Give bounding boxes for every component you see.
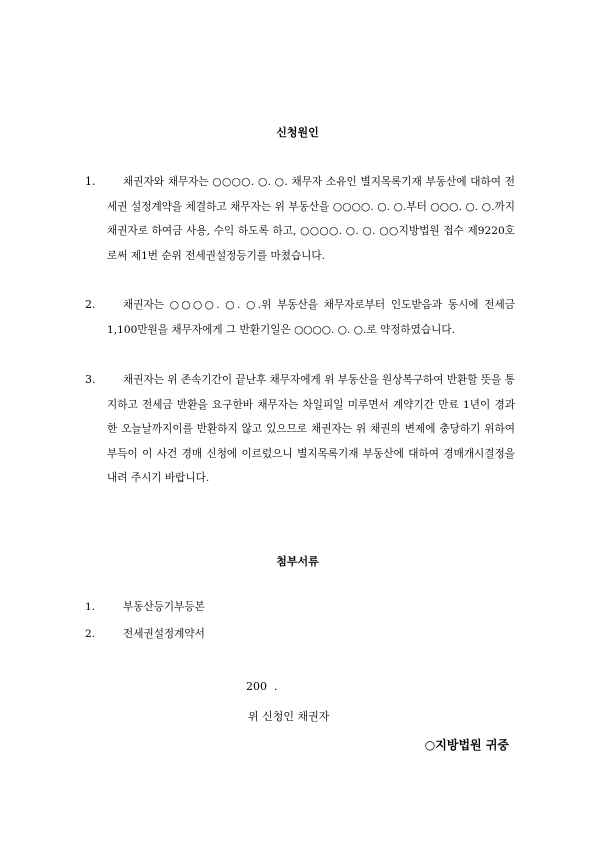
attachment-number: 2. — [85, 628, 96, 640]
attachments-title: 첨부서류 — [276, 555, 319, 568]
cause-text: 채권자는 ○○○○. ○. ○.위 부동산을 채무자로부터 인도받음과 동시에 전세금 1,100만원을 채무자에게 그 반환기일은 ○○○○. ○. ○.로 약정하였습니다. — [107, 299, 515, 336]
cause-item-2 — [85, 293, 515, 342]
cause-item-1 — [85, 170, 515, 268]
attachment-number: 1. — [85, 601, 96, 613]
attachment-text: 부동산등기부등본 — [123, 601, 205, 613]
cause-item-3 — [85, 368, 515, 491]
cause-number: 3. — [85, 373, 96, 386]
section-title: 신청원인 — [276, 126, 319, 139]
cause-number: 1. — [85, 175, 96, 188]
cause-text: 채권자와 채무자는 ○○○○. ○. ○. 채무자 소유인 별지목록기재 부동산에 대하여 전세권 설정계약을 체결하고 채무자는 위 부동산을 ○○○○. ○. ○.부터 ○○○. ○. ○.까지 채권자로 하여금 사용, 수익 하도록 하고, ○○○○. ○. ○. ○○지방법원 접수 제9220호로써 제1번 순위 전세권설정등기를 마쳤습니다. — [107, 176, 515, 262]
court-line: ○지방법원 귀중 — [424, 738, 509, 752]
cause-number: 2. — [85, 298, 96, 311]
date-line: 200 . — [246, 680, 278, 693]
attachment-text: 전세권설정계약서 — [123, 628, 205, 640]
attachment-item-2 — [85, 622, 205, 646]
attachment-item-1 — [85, 595, 205, 619]
cause-text: 채권자는 위 존속기간이 끝난후 채무자에게 위 부동산을 원상복구하여 반환할 뜻을 통지하고 전세금 반환을 요구한바 채무자는 차일피일 미루면서 계약기간 만료 1년이 경과한 오늘날까지이를 반환하지 않고 있으므로 채권자는 위 채권의 변제에 충당하기 위하여 부득이 이 사건 경매 신청에 이르렀으니 별지목록기재 부동산에 대하여 경매개시결정을 내려 주시기 바랍니다. — [107, 374, 515, 485]
applicant-line: 위 신청인 채권자 — [248, 710, 330, 723]
